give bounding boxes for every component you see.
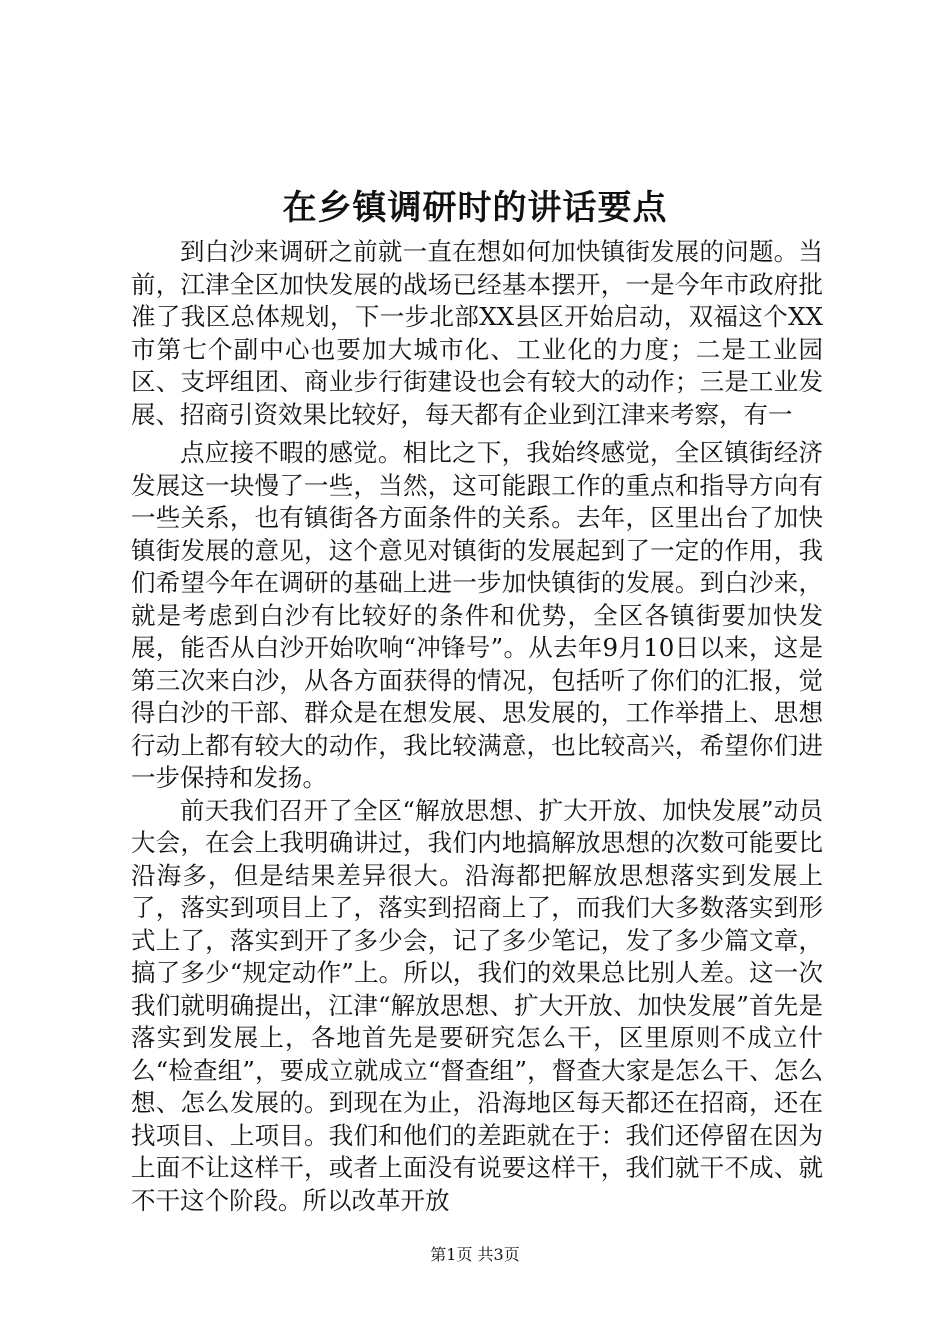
document-title: 在乡镇调研时的讲话要点 [282,188,668,228]
paragraph-3: 前天我们召开了全区“解放思想、扩大开放、加快发展”动员大会，在会上我明确讲过，我们内地搞解放思想的次数可能要比沿海多，但是结果差异很大。沿海都把解放思想落实到发展上了，落实到项目上了，落实到招商上了，而我们大多数落实到形式上了，落实到开了多少会，记了多少笔记，发了多少篇文章，搞了多少“规定动作”上。所以，我们的效果总比别人差。这一次我们就明确提出，江津“解放思想、扩大开放、加快发展”首先是落实到发展上，各地首先是要研究怎么干，区里原则不成立什么“检查组”，要成立就成立“督查组”，督查大家是怎么干、怎么想、怎么发展的。到现在为止，沿海地区每天都还在招商，还在找项目、上项目。我们和他们的差距就在于：我们还停留在因为上面不让这样干，或者上面没有说要这样干，我们就干不成、就不干这个阶段。所以改革开放 [131,795,823,1215]
paragraph-2: 点应接不暇的感觉。相比之下，我始终感觉，全区镇街经济发展这一块慢了一些，当然，这可能跟工作的重点和指导方向有一些关系，也有镇街各方面条件的关系。去年，区里出台了加快镇街发展的意见，这个意见对镇街的发展起到了一定的作用，我们希望今年在调研的基础上进一步加快镇街的发展。到白沙来，就是考虑到白沙有比较好的条件和优势，全区各镇街要加快发展，能否从白沙开始吹响“冲锋号”。从去年9月10日以来，这是第三次来白沙，从各方面获得的情况，包括听了你们的汇报，觉得白沙的干部、群众是在想发展、思发展的，工作举措上、思想行动上都有较大的动作，我比较满意，也比较高兴，希望你们进一步保持和发扬。 [131,438,823,792]
page-footer: 第1页 共3页 [430,1245,520,1264]
document-body [131,236,823,1217]
paragraph-1: 到白沙来调研之前就一直在想如何加快镇街发展的问题。当前，江津全区加快发展的战场已经基本摆开，一是今年市政府批准了我区总体规划，下一步北部XX县区开始启动，双福这个XX市第七个副中心也要加大城市化、工业化的力度；二是工业园区、支坪组团、商业步行街建设也会有较大的动作；三是工业发展、招商引资效果比较好，每天都有企业到江津来考察，有一 [131,237,823,429]
